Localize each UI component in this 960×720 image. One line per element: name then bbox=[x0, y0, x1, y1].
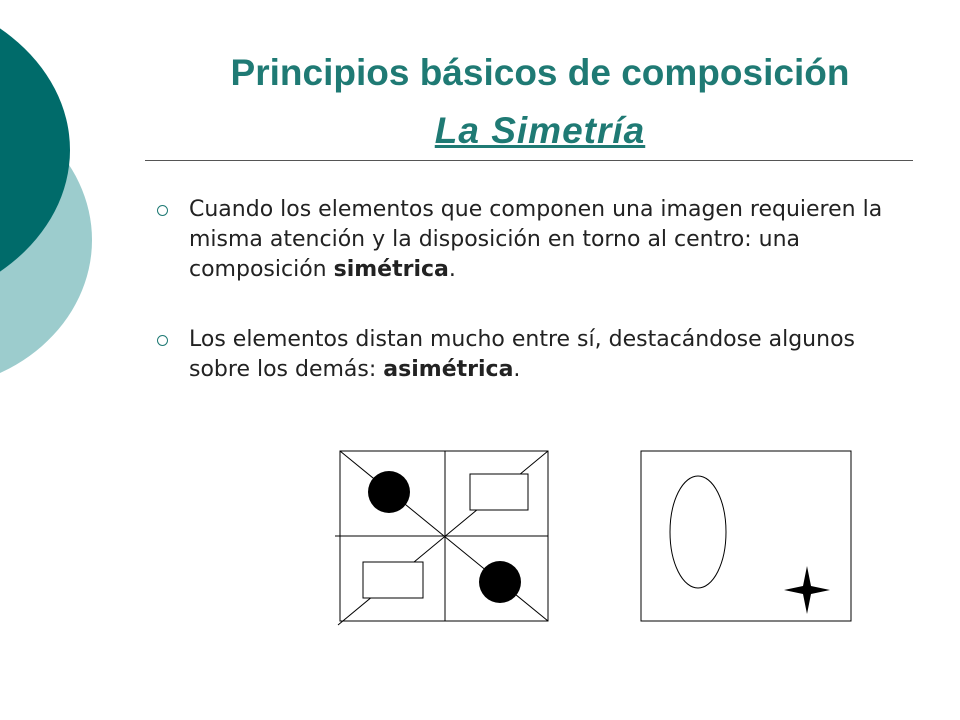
circle-outline-bullet-icon bbox=[157, 335, 168, 346]
rectangle-top-right bbox=[470, 474, 528, 510]
bullet-text-2: Los elementos distan mucho entre sí, destacándose algunos sobre los demás: bbox=[189, 327, 855, 382]
filled-circle-bottom-right bbox=[479, 561, 521, 603]
slide-title bbox=[140, 44, 940, 160]
filled-circle-top-left bbox=[368, 471, 410, 513]
rectangle-bottom-left bbox=[363, 562, 423, 598]
ellipse-shape bbox=[670, 476, 726, 588]
bullet-item-symmetric bbox=[155, 195, 915, 285]
bullet-list bbox=[155, 195, 915, 425]
bullet-end-2: . bbox=[513, 357, 521, 382]
circle-outline-bullet-icon bbox=[157, 205, 168, 216]
bullet-end-1: . bbox=[448, 257, 456, 282]
symmetric-composition-figure bbox=[330, 445, 560, 635]
bullet-item-asymmetric bbox=[155, 325, 915, 385]
title-divider bbox=[145, 160, 913, 161]
bullet-text-1: Cuando los elementos que componen una imagen requieren la misma atención y la disposición en torno al centro: una composición bbox=[189, 197, 883, 282]
asymmetric-composition-figure bbox=[640, 450, 855, 625]
title-main: Principios básicos de composición bbox=[230, 52, 850, 93]
bullet-bold-2: asimétrica bbox=[383, 357, 514, 382]
bullet-bold-1: simétrica bbox=[333, 257, 449, 282]
title-subtitle-link[interactable]: La Simetría bbox=[434, 110, 646, 151]
